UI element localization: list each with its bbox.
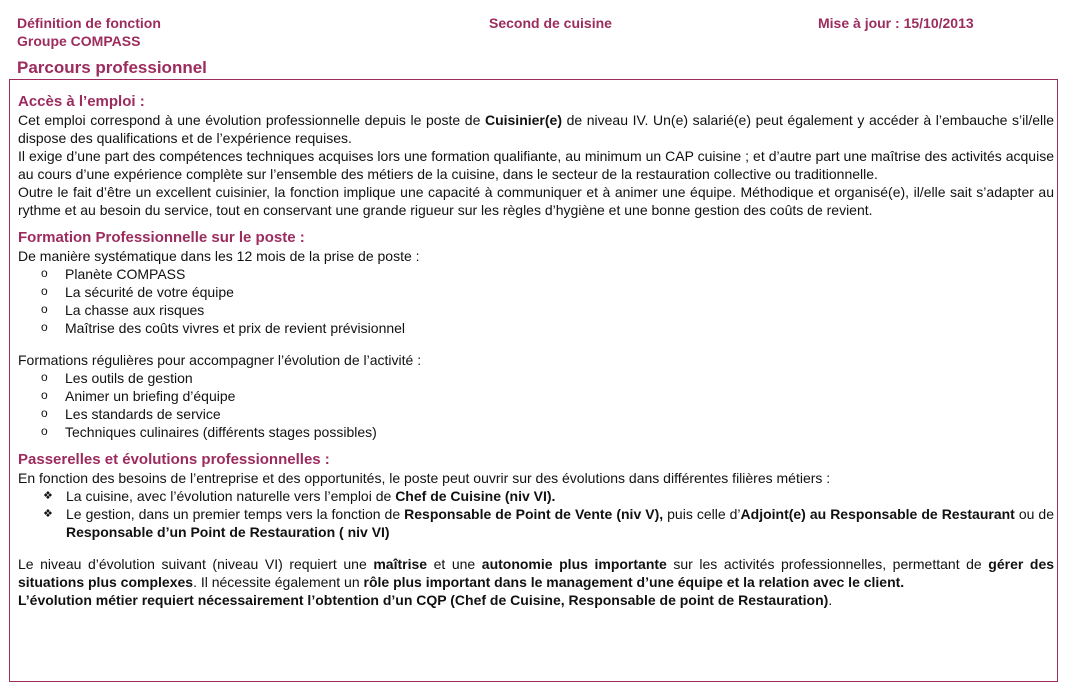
document-type: Définition de fonction [17,15,161,31]
list-item: ❖ Le gestion, dans un premier temps vers la fonction de Responsable de Point de Vente (niv V), puis celle d’Adjoint(e) au Responsable de Restaurant ou de Responsable d’un Point de Restauration ( niv VI) [18,505,1054,541]
evolution-paragraph: Le niveau d’évolution suivant (niveau VI) requiert une maîtrise et une autonomie plus importante sur les activités professionnelles, permettant de gérer des situations plus complexes. Il nécessite également un rôle plus important dans le management d’une équipe et la relation avec le client. [18,556,1055,590]
list-item: o Techniques culinaires (différents stages possibles) [18,423,1054,441]
passerelles-heading: Passerelles et évolutions professionnelles : [18,451,330,468]
formation-heading: Formation Professionnelle sur le poste : [18,229,305,246]
list-item: o Animer un briefing d’équipe [18,387,1054,405]
acces-paragraph-3: Outre le fait d’être un excellent cuisinier, la fonction implique une capacité à communiquer et à animer une équipe. Méthodique et organisé(e), il/elle sait s’adapter au rythme et au besoin du service, tout en conservant une grande rigueur sur les règles d’hygiène et une bonne gestion des coûts de revient. [18,184,1054,218]
list-item: o La chasse aux risques [18,301,1054,319]
list-item: o Les outils de gestion [18,369,1054,387]
list-item: o Planète COMPASS [18,265,1054,283]
acces-paragraph-1: Cet emploi correspond à une évolution professionnelle depuis le poste de Cuisinier(e) de niveau IV. Un(e) salarié(e) peut également y accéder à l’embauche s’il/elle dispose des qualifications et de l’expérience requises. [18,112,1054,146]
update-date: Mise à jour : 15/10/2013 [818,15,974,31]
formation-list-2 [18,369,1054,441]
formation-intro-2: Formations régulières pour accompagner l’évolution de l’activité : [18,352,422,368]
acces-heading: Accès à l’emploi : [18,93,145,110]
list-item: o La sécurité de votre équipe [18,283,1054,301]
evolution-list [18,487,1054,541]
acces-paragraph-2: Il exige d’une part des compétences techniques acquises lors une formation qualifiante, au minimum un CAP cuisine ; et d’autre part une maîtrise des activités acquise au cours d’une expérience complète sur l’ensemble des métiers de la cuisine, dans le secteur de la restauration collective ou traditionnelle. [18,148,1054,182]
section-title: Parcours professionnel [17,58,207,77]
passerelles-intro: En fonction des besoins de l’entreprise et des opportunités, le poste peut ouvrir sur des évolutions dans différentes filières métiers : [18,470,831,486]
formation-intro-1: De manière systématique dans les 12 mois de la prise de poste : [18,248,420,264]
job-title: Second de cuisine [489,15,612,31]
document-type-header [17,14,161,50]
group-name: Groupe COMPASS [17,33,141,49]
formation-list-1 [18,265,1054,337]
list-item: o Les standards de service [18,405,1054,423]
list-item: ❖ La cuisine, avec l’évolution naturelle vers l’emploi de Chef de Cuisine (niv VI). [18,487,1054,505]
list-item: o Maîtrise des coûts vivres et prix de revient prévisionnel [18,319,1054,337]
cqp-requirement: L’évolution métier requiert nécessairement l’obtention d’un CQP (Chef de Cuisine, Responsable de point de Restauration). [18,592,833,608]
content-box [9,79,1058,682]
